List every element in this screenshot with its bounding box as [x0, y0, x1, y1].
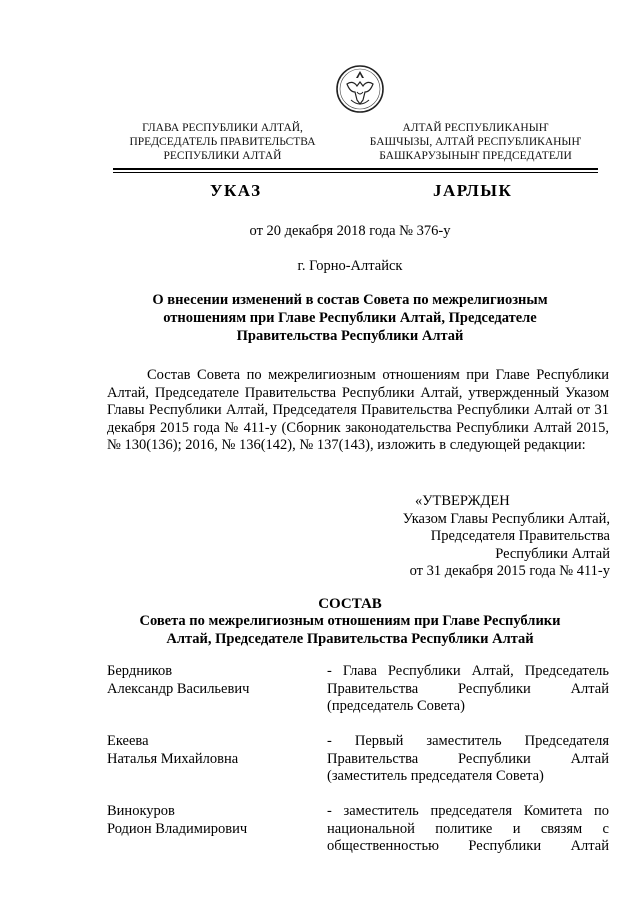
body-paragraph: Состав Совета по межрелигиозным отношениям при Главе Республики Алтай, Председателе Правительства Республики Алтай, утвержденный Указом Главы Республики Алтай, Председателя Правительства Республики Алтай от 31 декабря 2015 года № 411-у (Сборник законодательства Республики Алтай 2015, № 130(136); 2016, № 136(142), № 137(143), изложить в следующей редакции:	[107, 367, 609, 453]
member-name	[107, 663, 307, 698]
title-line: отношениям при Главе Республики Алтай, Председателе	[163, 310, 537, 326]
title-line: Правительства Республики Алтай	[236, 328, 464, 344]
member-role-line: (заместитель председателя Совета)	[327, 768, 544, 784]
approved-line: Указом Главы Республики Алтай,	[402, 510, 610, 527]
member-surname: Винокуров	[107, 803, 175, 819]
member-role-line: - заместитель председателя Комитета по	[327, 803, 609, 819]
member-role-line: Правительства Республики Алтай	[327, 680, 609, 697]
header-left-line: ГЛАВА РЕСПУБЛИКИ АЛТАЙ,	[142, 122, 303, 134]
approved-line: от 31 декабря 2015 года № 411-у	[409, 563, 610, 579]
member-surname: Бердников	[107, 663, 173, 679]
member-role-line: - Первый заместитель Председателя	[327, 733, 609, 749]
decree-city: г. Горно-Алтайск	[297, 258, 403, 274]
member-role	[327, 803, 609, 856]
member-given-names: Родион Владимирович	[107, 820, 248, 837]
approved-line: Республики Алтай	[495, 545, 610, 562]
header-right-line: АЛТАЙ РЕСПУБЛИКАНЫҤ	[402, 122, 549, 134]
header-left-line: РЕСПУБЛИКИ АЛТАЙ	[163, 150, 282, 162]
header-right-line: БАШКАРУЗЫНЫҤ ПРЕДСЕДАТЕЛИ	[379, 150, 572, 162]
header-divider-thick	[113, 168, 598, 170]
composition-subheading	[90, 613, 610, 648]
header-divider-thin	[113, 172, 598, 173]
header-left-line: ПРЕДСЕДАТЕЛЬ ПРАВИТЕЛЬСТВА	[129, 136, 316, 148]
header-right-line: БАШЧЫЗЫ, АЛТАЙ РЕСПУБЛИКАНЫҤ	[369, 136, 582, 148]
member-role-line: (председатель Совета)	[327, 698, 465, 714]
member-surname: Екеева	[107, 733, 149, 749]
composition-subheading-line: Алтай, Председателе Правительства Республики Алтай	[166, 630, 534, 647]
member-role-line: общественностью Республики Алтай	[327, 838, 609, 854]
member-role-line: национальной политике и связям с	[327, 820, 609, 837]
member-row	[107, 803, 609, 857]
header-right-block	[368, 121, 583, 163]
member-role	[327, 663, 609, 716]
member-name	[107, 733, 307, 768]
composition-heading: СОСТАВ	[318, 596, 382, 612]
member-role-line: - Глава Республики Алтай, Председатель	[327, 663, 609, 679]
decree-title	[90, 291, 610, 345]
member-given-names: Наталья Михайловна	[107, 750, 239, 767]
member-name	[107, 803, 307, 838]
member-row	[107, 663, 609, 717]
member-role-line: Правительства Республики Алтай	[327, 750, 609, 767]
decree-label-altai: ЈАРЛЫК	[433, 181, 513, 200]
coat-of-arms-emblem	[335, 62, 385, 116]
decree-date-number: от 20 декабря 2018 года № 376-у	[249, 223, 451, 239]
composition-subheading-line: Совета по межрелигиозным отношениям при Главе Республики	[139, 613, 561, 629]
header-left-block	[115, 121, 330, 163]
approval-stamp	[350, 493, 610, 581]
decree-label-russian: УКАЗ	[210, 181, 262, 200]
approved-line: «УТВЕРЖДЕН	[415, 493, 510, 509]
member-role	[327, 733, 609, 786]
approved-line: Председателя Правительства	[430, 528, 610, 544]
member-row	[107, 733, 609, 787]
member-given-names: Александр Васильевич	[107, 680, 250, 697]
title-line: О внесении изменений в состав Совета по межрелигиозным	[152, 292, 548, 308]
